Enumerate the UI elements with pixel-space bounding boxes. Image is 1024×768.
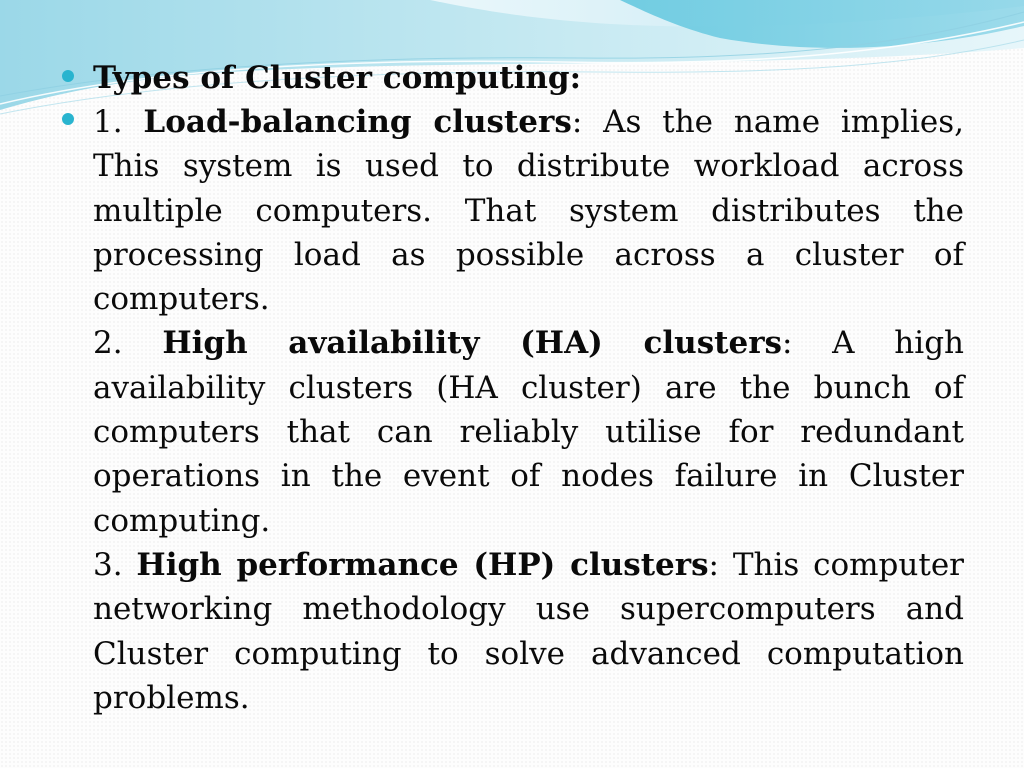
item-description: : This computer networking methodology use supercomputers and Cluster computing to solve advanced computation problems. — [93, 546, 964, 716]
item-number: 1. — [93, 104, 123, 140]
item-term: High performance (HP) clusters — [136, 546, 709, 583]
slide-heading: Types of Cluster computing: — [93, 60, 582, 96]
cluster-types-paragraph — [93, 100, 964, 720]
item-number: 3. — [93, 546, 123, 583]
item-term: Load-balancing clusters — [143, 104, 572, 140]
cluster-type-item-2 — [93, 321, 964, 542]
item-description: : A high availability clusters (HA cluster) are the bunch of computers that can reliably utilise for redundant operations in the event of nodes failure in Cluster computing. — [93, 325, 964, 539]
cluster-type-item-1 — [93, 100, 964, 321]
heading-bullet — [62, 56, 964, 100]
item-number: 2. — [93, 325, 123, 362]
item-term: High availability (HA) clusters — [162, 325, 782, 362]
content-bullet — [62, 100, 964, 720]
cluster-type-item-3 — [93, 543, 964, 720]
bullet-icon — [62, 70, 74, 82]
bullet-icon — [62, 113, 74, 125]
slide-content — [62, 56, 964, 720]
item-description: : As the name implies, This system is used to distribute workload across multiple computers. That system distributes the processing load as possible across a cluster of computers. — [93, 104, 964, 318]
